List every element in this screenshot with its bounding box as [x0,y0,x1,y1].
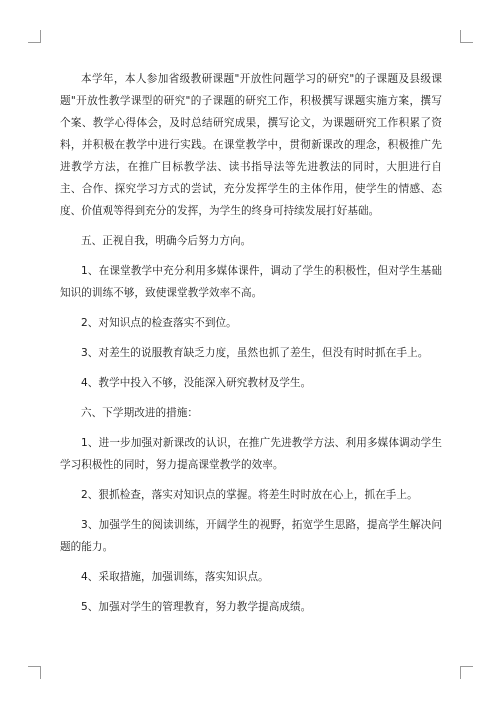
section-heading-six: 六、下学期改进的措施： [81,407,199,419]
paragraph-research-work: 本学年，本人参加省级教研课题"开放性问题学习的研究"的子课题及县级课题"开放性教学课型的研究"的子课题的研究工作，积极撰写课题实施方案，撰写个案、教学心得体会，及时总结研究成果，撰写论文，为课题研究工作积累了资料，并积极在教学中进行实践。在课堂教学中，贯彻新课改的理念，积极推广先进教学方法，在推广目标教学法、读书指导法等先进教法的同时，大胆进行自主、合作、探究学习方式的尝试，充分发挥学生的主体作用，使学生的情感、态度、价值观等得到充分的发挥，为学生的终身可持续发展打好基础。 [60,73,442,217]
paragraph-item: 1、在课堂教学中充分利用多媒体课件，调动了学生的积极性，但对学生基础知识的训练不够，致使课堂教学效率不高。 [60,265,442,299]
crop-mark-top-right [460,30,473,43]
paragraph-item: 2、对知识点的检查落实不到位。 [81,317,237,329]
paragraph-item: 1、进一步加强对新课改的认识，在推广先进教学方法、利用多媒体调动学生学习积极性的同时，努力提高课堂教学的效率。 [60,437,442,471]
paragraph-item: 4、采取措施，加强训练，落实知识点。 [81,571,269,583]
paragraph-item: 5、加强对学生的管理教育，努力教学提高成绩。 [81,601,312,613]
paragraph-item: 3、加强学生的阅读训练，开阔学生的视野，拓宽学生思路，提高学生解决问题的能力。 [60,519,442,553]
crop-mark-bottom-right [460,666,473,679]
paragraph-item: 4、教学中投入不够，没能深入研究教材及学生。 [81,377,312,389]
document-body [60,68,442,626]
crop-mark-top-left [28,30,41,43]
paragraph-item: 3、对差生的说服教育缺乏力度，虽然也抓了差生，但没有时时抓在手上。 [81,347,429,359]
crop-mark-bottom-left [28,666,41,679]
paragraph-item: 2、狠抓检查，落实对知识点的掌握。将差生时时放在心上，抓在手上。 [81,489,418,501]
section-heading-five: 五、正视自我，明确今后努力方向。 [81,235,252,247]
